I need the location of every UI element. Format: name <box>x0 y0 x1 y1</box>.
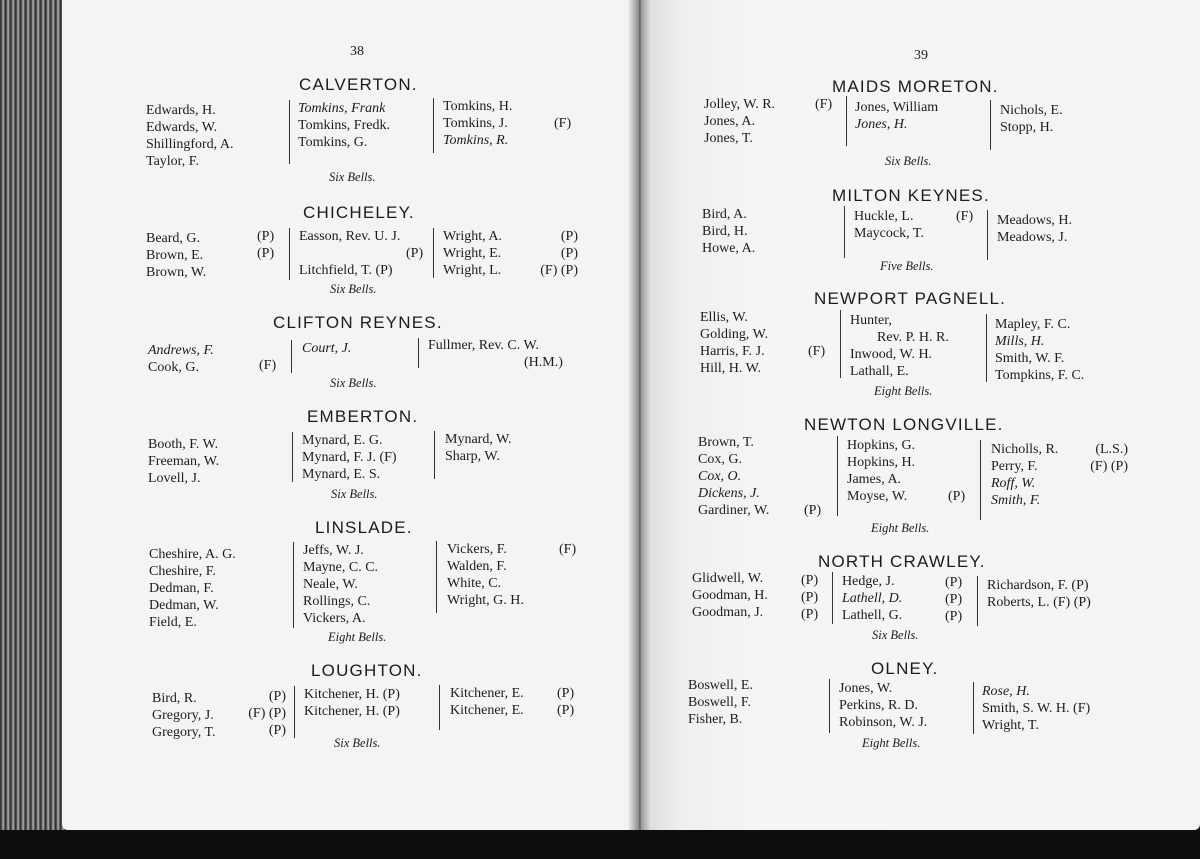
column-rule <box>837 436 838 516</box>
bells-note: Eight Bells. <box>874 384 933 398</box>
ringer-column <box>995 316 1084 384</box>
ringer-name: Boswell, F. <box>688 695 752 710</box>
ringer-name: Tomkins, Frank <box>298 101 386 116</box>
ringer-name: Smith, S. W. H. (F) <box>982 701 1091 716</box>
ringer-name: Hopkins, G. <box>847 438 916 453</box>
ringer-name: Lovell, J. <box>148 471 201 486</box>
bells-note: Eight Bells. <box>328 630 387 644</box>
bells-note: Six Bells. <box>872 628 919 642</box>
ringer-column <box>1000 102 1063 136</box>
ringer-name: Harris, F. J. <box>700 344 765 359</box>
page-number: 38 <box>350 44 364 59</box>
ringer-column <box>991 441 1058 509</box>
ringer-name: Goodman, H. <box>692 588 768 603</box>
bells-note: Eight Bells. <box>862 736 921 750</box>
tower-heading: NEWPORT PAGNELL. <box>814 289 1007 308</box>
ringer-name: Shillingford, A. <box>146 137 234 152</box>
ringer-name: Kitchener, E. <box>450 686 524 701</box>
ringer-name: Mynard, E. G. <box>302 433 383 448</box>
tower-heading: NORTH CRAWLEY. <box>818 552 986 571</box>
column-rule <box>292 432 293 482</box>
ringer-name: Booth, F. W. <box>148 437 219 452</box>
ringer-name: Dedman, W. <box>149 598 219 613</box>
tower-heading: MILTON KEYNES. <box>832 186 990 205</box>
column-rule <box>289 100 290 164</box>
ringer-name: Hill, H. W. <box>700 361 762 376</box>
ringer-name: Bird, H. <box>702 224 748 239</box>
ringer-column <box>443 98 512 149</box>
ringer-mark: (F) <box>259 358 277 373</box>
ringer-name: Lathall, E. <box>850 364 909 379</box>
ringer-name: Mynard, W. <box>445 432 512 447</box>
tower-heading: LOUGHTON. <box>311 661 423 680</box>
bells-note: Five Bells. <box>880 259 934 273</box>
ringer-name: Mapley, F. C. <box>995 317 1071 332</box>
ringer-column <box>688 677 753 728</box>
ringer-name: Vickers, A. <box>303 611 366 626</box>
ringer-name: Kitchener, H. (P) <box>304 704 400 719</box>
ringer-marks <box>557 685 574 719</box>
left-page <box>62 0 640 830</box>
ringer-name: Perkins, R. D. <box>839 698 918 713</box>
ringer-mark: (F) <box>956 209 974 224</box>
ringer-mark: (P) <box>560 229 578 244</box>
column-rule <box>832 572 833 624</box>
ringer-name: Tomkins, J. <box>443 116 508 131</box>
ringer-name: Litchfield, T. (P) <box>299 263 393 278</box>
scan-background <box>0 830 1200 859</box>
column-rule <box>973 682 974 734</box>
column-rule <box>291 340 292 373</box>
ringer-mark: (P) <box>945 575 963 590</box>
ringer-marks <box>1078 441 1128 475</box>
ringer-name: Jeffs, W. J. <box>303 543 364 558</box>
ringer-mark: (P) <box>560 246 578 261</box>
column-rule <box>986 314 987 382</box>
column-rule <box>294 686 295 738</box>
ringer-mark: (P) <box>257 229 275 244</box>
ringer-name: Brown, E. <box>146 248 204 263</box>
ringer-name: Edwards, H. <box>146 103 216 118</box>
ringer-name: Neale, W. <box>303 577 358 592</box>
tower-heading: CLIFTON REYNES. <box>273 313 443 332</box>
ringer-name: Kitchener, E. <box>450 703 524 718</box>
ringer-name: Beard, G. <box>146 231 201 246</box>
ringer-column <box>146 230 206 281</box>
ringer-column <box>303 542 378 627</box>
ringer-name: Court, J. <box>302 341 352 356</box>
ringer-name: Lathell, D. <box>842 591 903 606</box>
column-rule <box>990 100 991 150</box>
bells-note: Six Bells. <box>334 736 381 750</box>
ringer-name: Mynard, E. S. <box>302 467 381 482</box>
ringer-name: Rev. P. H. R. <box>877 330 949 345</box>
ringer-column <box>299 228 423 279</box>
column-rule <box>439 685 440 730</box>
ringer-name: Bird, R. <box>152 691 197 706</box>
ringer-name: James, A. <box>847 472 902 487</box>
ringer-name: Cox, G. <box>698 452 742 467</box>
ringer-name: Mills, H. <box>995 334 1045 349</box>
ringer-name: Field, E. <box>149 615 197 630</box>
column-rule <box>433 98 434 153</box>
bells-note: Six Bells. <box>330 376 377 390</box>
right-page <box>640 0 1200 830</box>
ringer-column <box>428 337 563 371</box>
ringer-name: Tomkins, Fredk. <box>298 118 390 133</box>
ringer-column <box>148 342 214 376</box>
column-rule <box>436 541 437 613</box>
ringer-name: Jones, T. <box>704 131 753 146</box>
ringer-name: Cook, G. <box>148 360 199 375</box>
ringer-name: Edwards, W. <box>146 120 218 135</box>
ringer-mark: (F) <box>559 542 577 557</box>
ringer-name: Meadows, J. <box>997 230 1068 245</box>
ringer-name: Brown, T. <box>698 435 754 450</box>
ringer-column <box>302 432 397 483</box>
ringer-name: Stopp, H. <box>1000 120 1054 135</box>
ringer-name: Sharp, W. <box>445 449 500 464</box>
bells-note: Six Bells. <box>330 282 377 296</box>
ringer-name: Cox, O. <box>698 469 742 484</box>
ringer-name: Tompkins, F. C. <box>995 368 1085 383</box>
ringer-mark: (P) <box>948 489 966 504</box>
ringer-name: Smith, W. F. <box>995 351 1065 366</box>
ringer-marks <box>945 574 962 625</box>
ringer-column <box>443 228 502 279</box>
ringer-mark: (P) <box>268 689 286 704</box>
ringer-name: Jones, H. <box>855 117 908 132</box>
column-rule <box>829 679 830 733</box>
bells-note: Six Bells. <box>331 487 378 501</box>
column-rule <box>418 338 419 368</box>
ringer-mark: (P) <box>801 590 819 605</box>
ringer-name: Mayne, C. C. <box>303 560 379 575</box>
ringer-name: Wright, L. <box>443 263 502 278</box>
ringer-mark: (L.S.) <box>1095 442 1128 457</box>
ringer-name: Walden, F. <box>447 559 507 574</box>
ringer-column <box>152 690 216 741</box>
ringer-name: Easson, Rev. U. J. <box>299 229 401 244</box>
ringer-name: Cheshire, A. G. <box>149 547 236 562</box>
ringer-name: Meadows, H. <box>997 213 1073 228</box>
ringer-name: Roberts, L. (F) (P) <box>987 595 1091 610</box>
ringer-name: Rose, H. <box>982 684 1030 699</box>
ringer-name: Wright, G. H. <box>447 593 524 608</box>
ringer-column <box>298 100 390 151</box>
ringer-column <box>704 96 775 147</box>
ringer-column <box>302 340 351 357</box>
column-rule <box>977 576 978 626</box>
ringer-mark: (F) <box>554 116 572 131</box>
ringer-name: Dickens, J. <box>698 486 760 501</box>
ringer-name: Fullmer, Rev. C. W. <box>428 338 539 353</box>
bells-note: Six Bells. <box>885 154 932 168</box>
ringer-name: Andrews, F. <box>148 343 214 358</box>
bells-note: Six Bells. <box>329 170 376 184</box>
tower-heading: MAIDS MORETON. <box>832 77 999 96</box>
ringer-name: Wright, A. <box>443 229 502 244</box>
ringer-mark: (H.M.) <box>524 355 563 370</box>
book-gutter <box>628 0 652 830</box>
ringer-column <box>445 431 512 465</box>
ringer-name: Fisher, B. <box>688 712 743 727</box>
ringer-column <box>149 546 236 631</box>
ringer-name: Robinson, W. J. <box>839 715 928 730</box>
ringer-mark: (P) <box>801 573 819 588</box>
ringer-name: Jolley, W. R. <box>704 97 776 112</box>
ringer-name: White, C. <box>447 576 502 591</box>
ringer-name: Lathell, G. <box>842 608 903 623</box>
ringer-name: Jones, William <box>855 100 939 115</box>
ringer-mark: (P) <box>945 592 963 607</box>
ringer-name: Huckle, L. <box>854 209 914 224</box>
ringer-mark: (F) (P) <box>248 706 286 721</box>
column-rule <box>289 228 290 280</box>
ringer-mark: (P) <box>268 723 286 738</box>
ringer-marks <box>232 688 286 739</box>
ringer-name: Nicholls, R. <box>991 442 1059 457</box>
ringer-name: Hunter, <box>850 313 892 328</box>
ringer-name: Ellis, W. <box>700 310 748 325</box>
ringer-column <box>692 570 768 621</box>
ringer-mark: (P) <box>257 246 275 261</box>
ringer-mark: (F) <box>808 344 826 359</box>
tower-heading: EMBERTON. <box>307 407 419 426</box>
ringer-name: Tomkins, G. <box>298 135 368 150</box>
ringer-name: Tomkins, R. <box>443 133 509 148</box>
ringer-name: Maycock, T. <box>854 226 924 241</box>
ringer-name: Tomkins, H. <box>443 99 513 114</box>
ringer-name: Gregory, J. <box>152 708 214 723</box>
column-rule <box>434 431 435 479</box>
ringer-mark: (F) <box>815 97 833 112</box>
ringer-name: Mynard, F. J. (F) <box>302 450 397 465</box>
ringer-mark: (P) <box>804 503 822 518</box>
ringer-mark: (P) <box>945 609 963 624</box>
column-rule <box>840 310 841 378</box>
ringer-name: Brown, W. <box>146 265 207 280</box>
ringer-column <box>854 208 924 242</box>
ringer-name: Golding, W. <box>700 327 769 342</box>
ringer-name: Vickers, F. <box>447 542 507 557</box>
tower-heading: NEWTON LONGVILLE. <box>804 415 1004 434</box>
ringer-column <box>146 102 234 170</box>
column-rule <box>293 542 294 628</box>
ringer-column <box>855 99 938 133</box>
ringer-name: Jones, W. <box>839 681 893 696</box>
tower-heading: LINSLADE. <box>315 518 413 537</box>
ringer-name: Kitchener, H. (P) <box>304 687 400 702</box>
ringer-column <box>850 312 949 380</box>
column-rule <box>987 210 988 260</box>
ringer-name: Inwood, W. H. <box>850 347 933 362</box>
ringer-name: Perry, F. <box>991 459 1038 474</box>
ringer-name: Boswell, E. <box>688 678 753 693</box>
ringer-mark: (P) <box>557 703 575 718</box>
ringer-column <box>839 680 927 731</box>
ringer-column <box>842 573 902 624</box>
ringer-name: Nichols, E. <box>1000 103 1063 118</box>
ringer-name: Goodman, J. <box>692 605 764 620</box>
ringer-name: Hedge, J. <box>842 574 895 589</box>
ringer-column <box>847 437 915 505</box>
ringer-name: Hopkins, H. <box>847 455 916 470</box>
ringer-name: Howe, A. <box>702 241 756 256</box>
column-rule <box>980 440 981 520</box>
ringer-name: Richardson, F. (P) <box>987 578 1089 593</box>
ringer-column <box>702 206 755 257</box>
ringer-column <box>698 434 769 519</box>
page-number: 39 <box>914 48 928 63</box>
ringer-column <box>997 212 1072 246</box>
bells-note: Eight Bells. <box>871 521 930 535</box>
ringer-mark: (P) <box>801 607 819 622</box>
column-rule <box>844 206 845 258</box>
ringer-column <box>304 686 400 720</box>
ringer-mark: (F) (P) <box>1090 459 1128 474</box>
ringer-column <box>148 436 219 487</box>
ringer-name: Bird, A. <box>702 207 747 222</box>
ringer-marks <box>801 572 818 623</box>
ringer-column <box>700 309 768 377</box>
ringer-column <box>450 685 524 719</box>
ringer-name: Wright, E. <box>443 246 502 261</box>
ringer-name: Glidwell, W. <box>692 571 764 586</box>
ringer-name: Roff, W. <box>991 476 1036 491</box>
ringer-name: Jones, A. <box>704 114 755 129</box>
ringer-name: Cheshire, F. <box>149 564 216 579</box>
ringer-name: Gregory, T. <box>152 725 216 740</box>
ringer-column <box>447 541 524 609</box>
column-rule <box>846 96 847 146</box>
ringer-name: Moyse, W. <box>847 489 908 504</box>
ringer-mark: (F) (P) <box>540 263 578 278</box>
tower-heading: OLNEY. <box>871 659 939 678</box>
tower-heading: CHICHELEY. <box>303 203 415 222</box>
ringer-name: Taylor, F. <box>146 154 199 169</box>
ringer-name: Dedman, F. <box>149 581 214 596</box>
ringer-marks <box>257 228 274 262</box>
ringer-name: Rollings, C. <box>303 594 371 609</box>
ringer-column <box>982 683 1090 734</box>
ringer-mark: (P) <box>406 246 424 261</box>
ringer-name: Freeman, W. <box>148 454 220 469</box>
ringer-name: Gardiner, W. <box>698 503 770 518</box>
ringer-column <box>987 577 1091 611</box>
ringer-marks <box>528 228 578 279</box>
tower-heading: CALVERTON. <box>299 75 418 94</box>
ringer-name: Smith, F. <box>991 493 1041 508</box>
ringer-name: Wright, T. <box>982 718 1039 733</box>
column-rule <box>433 228 434 278</box>
ringer-mark: (P) <box>557 686 575 701</box>
